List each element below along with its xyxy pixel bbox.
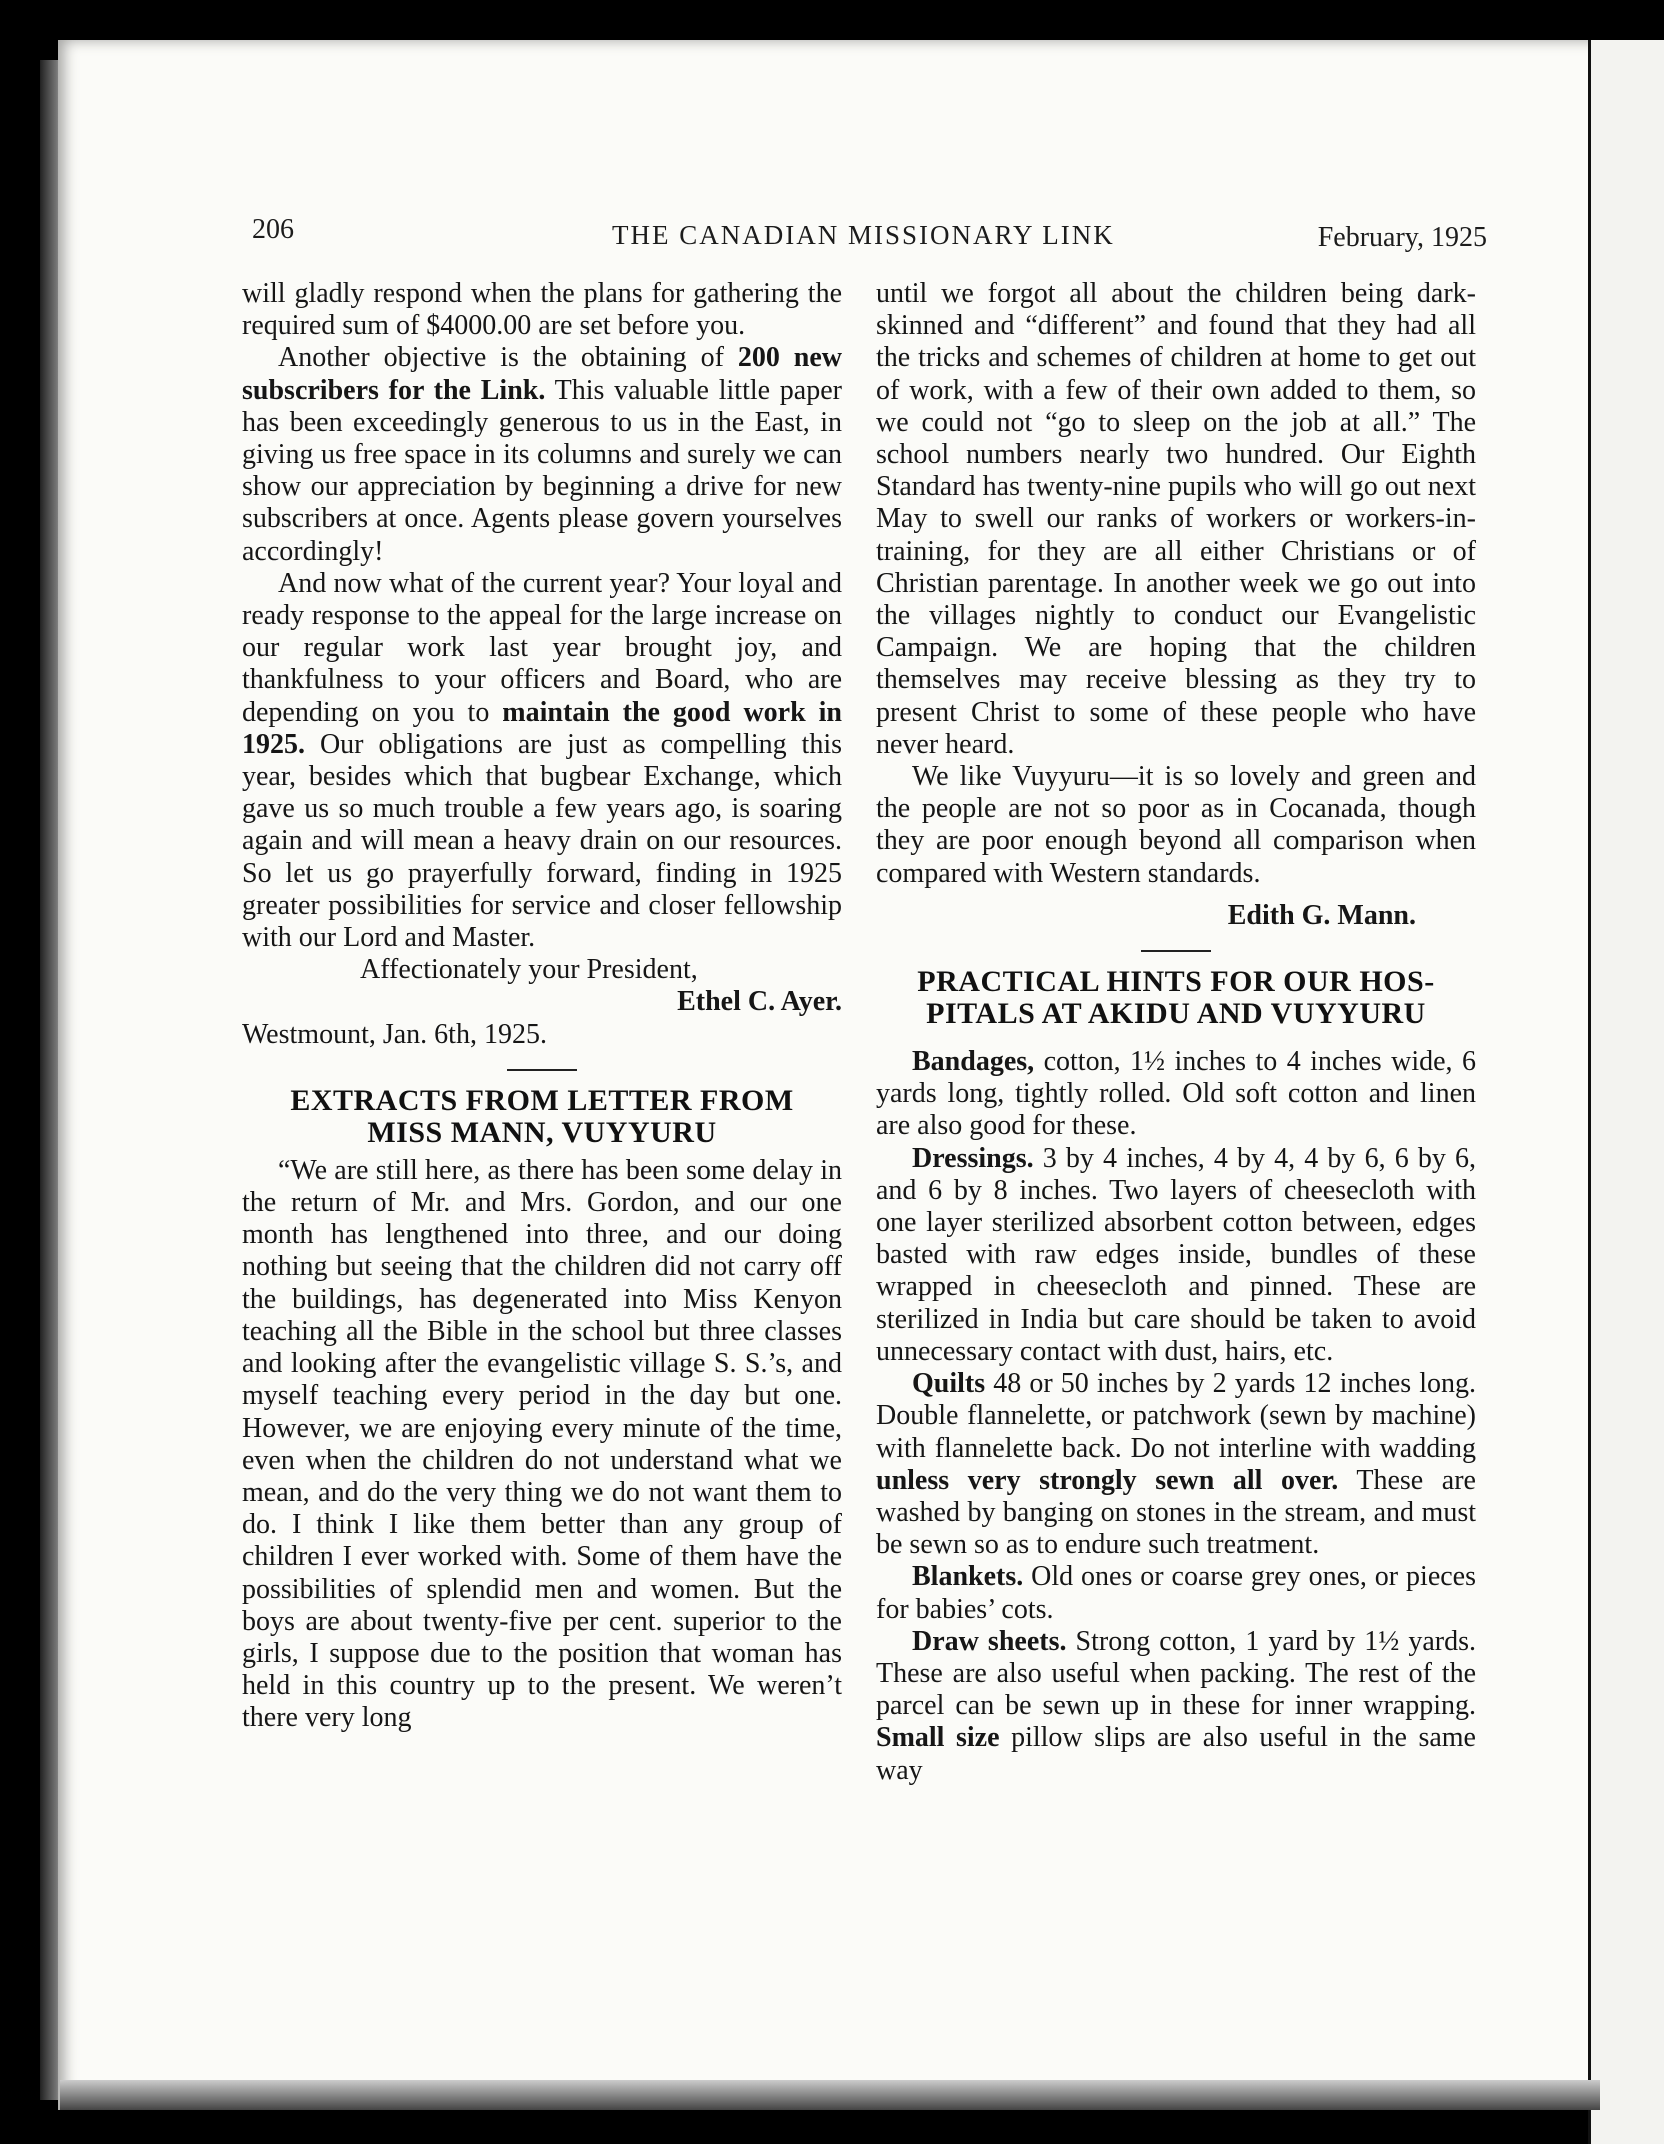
hint-text: Old ones or coarse grey ones, or pieces for babies’ cots. [876,1561,1476,1625]
hint-item [876,1626,1476,1787]
dateline: Westmount, Jan. 6th, 1925. [242,1018,547,1050]
hint-item [876,1046,1476,1143]
issue-date: February, 1925 [1317,222,1487,253]
hint-text: These are washed by banging on stones in the stream, and must be sewn so as to endure such treatment. [876,1464,1476,1561]
letter-paragraph: “We are still here, as there has been some delay in the return of Mr. and Mrs. Gordon, and our one month has lengthened into three, and our doing nothing but seeing that the children did not carry off the buildings, has degenerated into Miss Kenyon teaching all the Bible in the school but three classes and looking after the evangelistic village S. S.’s, and myself teaching every period in the day but one. However, we are enjoying every minute of the time, even when the children do not understand what we mean, and do the very thing we do not want them to do. I think I like them better than any group of children I ever worked with. Some of them have the possibilities of splendid men and women. But the boys are about twenty-five per cent. superior to the girls, I suppose due to the position that woman has held in this country up to the present. We weren’t there very long [242,1154,842,1734]
hint-item [876,1368,1476,1561]
page-bottom-edge [60,2080,1600,2110]
hint-text: cotton, 1½ inches to 4 inches wide, 6 yards long, tightly rolled. Old soft cotton and linen are also good for these. [876,1046,1476,1142]
running-header [252,214,1487,262]
section-divider [507,1069,577,1071]
bold-phrase: unless very strongly sewn all over. [876,1464,1339,1496]
bold-phrase: Small size [876,1722,1000,1754]
article-heading: EXTRACTS FROM LETTER FROM MISS MANN, VUYYURU [290,1083,794,1149]
paragraph: will gladly respond when the plans for gathering the required sum of $4000.00 are set before you. [242,278,842,342]
hint-item [876,1143,1476,1368]
hints-list [876,1046,1476,1787]
hint-term: Quilts [912,1368,986,1400]
publication-title: THE CANADIAN MISSIONARY LINK [612,220,1115,250]
letter-paragraph: until we forgot all about the children being dark-skinned and “different” and found that they had all the tricks and schemes of children at home to get out of work, with a few of their own added to them, so we could not “go to sleep on the job at all.” The school numbers nearly two hundred. Our Eighth Standard has twenty-nine pupils who will go out next May to swell our ranks of workers or workers-in-training, for they are all either Christians or of Christian parentage. In another week we go out into the villages nightly to conduct our Evangelistic Campaign. We are hoping that the children themselves may receive blessing as they try to present Christ to some of these people who have never heard. [876,278,1476,760]
hint-term: Bandages, [912,1046,1035,1078]
paragraph: Another objective is the obtaining of 200 new subscribers for the Link. This valuable little paper has been exceedingly generous to us in the East, in giving us free space in its columns and surely we can show our appreciation by beginning a drive for new subscribers at once. Agents please govern yourselves accordingly! [242,342,842,567]
hint-term: Dressings. [912,1142,1034,1174]
hint-text: 3 by 4 inches, 4 by 4, 4 by 6, 6 by 6, and 6 by 8 inches. Two layers of cheesecloth with one layer sterilized absorbent cotton between, edges basted with raw edges inside, bundles of these wrapped in cheesecloth and pinned. These are sterilized in India but care should be taken to avoid unnecessary contact with dust, hairs, etc. [876,1142,1476,1367]
right-column [876,278,1476,1787]
page-number: 206 [252,214,294,245]
hint-text: pillow slips are also useful in the same way [876,1722,1476,1786]
signature: Edith G. Mann. [1227,899,1416,931]
article-heading: PRACTICAL HINTS FOR OUR HOS- PITALS AT AKIDU AND VUYYURU [917,965,1435,1031]
bold-phrase: maintain the good work in 1925. [242,696,842,760]
left-column [242,278,842,1735]
hint-term: Blankets. [912,1561,1024,1593]
hint-term: Draw sheets. [912,1625,1067,1657]
hint-text: 48 or 50 inches by 2 yards 12 inches long. Double flannelette, or patchwork (sewn by machine) with flannelette back. Do not interline with wadding [876,1368,1476,1464]
closing-line: Affectionately your President, [360,954,698,986]
bold-phrase: 200 new subscribers for the Link. [242,342,842,406]
signature: Ethel C. Ayer. [677,986,842,1018]
facing-page-edge [1588,40,1664,2144]
paragraph: And now what of the current year? Your loyal and ready response to the appeal for the large increase on our regular work last year brought joy, and thankfulness to your officers and Board, who are depending on you to maintain the good work in 1925. Our obligations are just as compelling this year, besides which that bugbear Exchange, which gave us so much trouble a few years ago, is soaring again and will mean a heavy drain on our resources. So let us go prayerfully forward, finding in 1925 greater possibilities for service and closer fellowship with our Lord and Master. [242,567,842,954]
letter-paragraph: We like Vuyyuru—it is so lovely and green and the people are not so poor as in Cocanada, though they are poor enough beyond all comparison when compared with Western standards. [876,761,1476,889]
section-divider [1141,950,1211,952]
hint-item [876,1561,1476,1625]
hint-text: Strong cotton, 1 yard by 1½ yards. These are also useful when packing. The rest of the parcel can be sewn up in these for inner wrapping. [876,1625,1476,1722]
